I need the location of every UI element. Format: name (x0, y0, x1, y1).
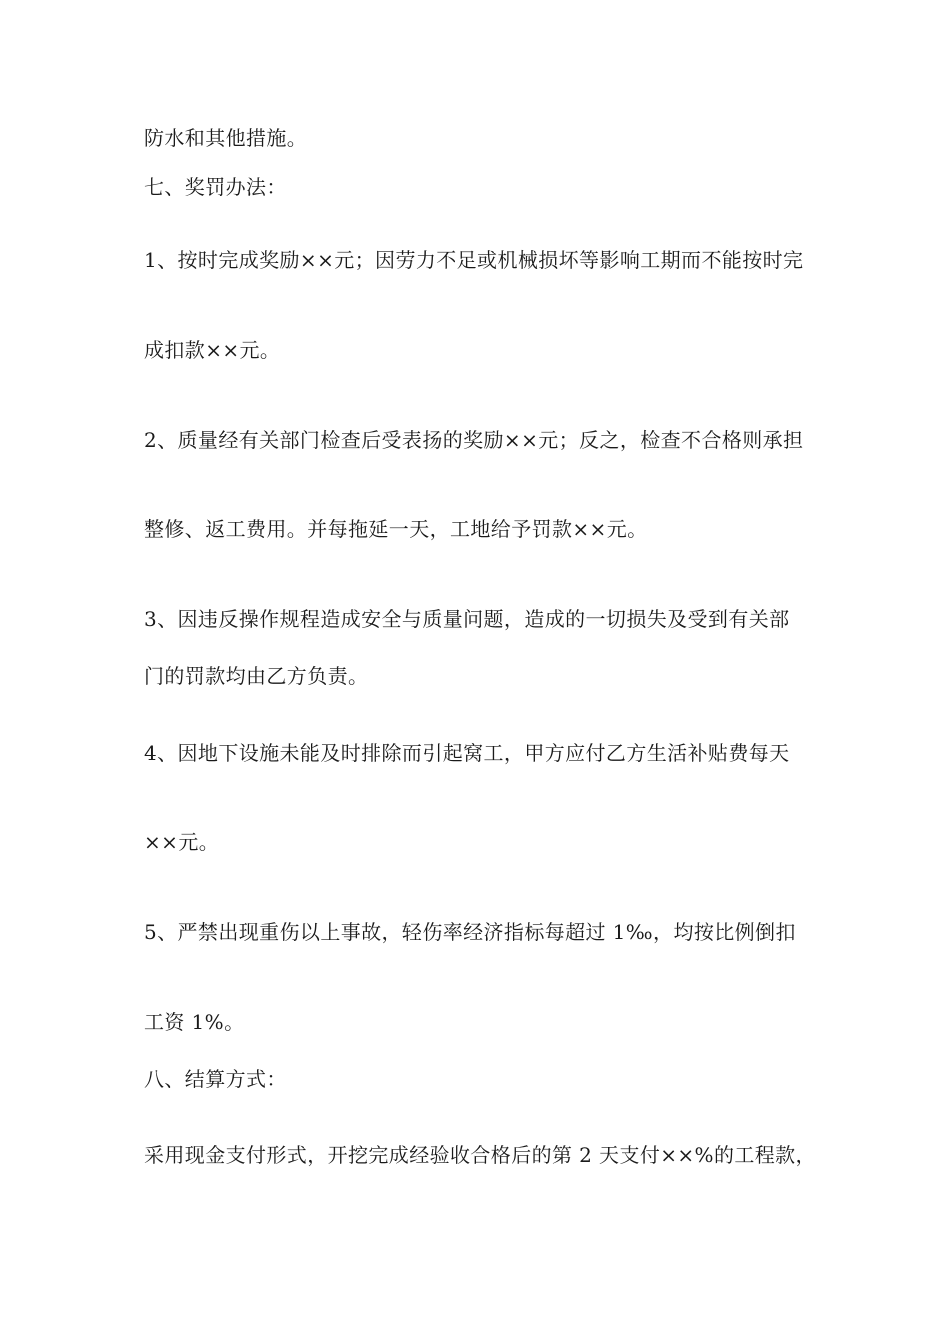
text-line: ××元。 (144, 830, 220, 854)
text-line: 5、严禁出现重伤以上事故，轻伤率经济指标每超过 1‰，均按比例倒扣 (144, 920, 796, 944)
text-line: 门的罚款均由乙方负责。 (144, 664, 369, 688)
text-line: 成扣款××元。 (144, 338, 281, 362)
text-line: 3、因违反操作规程造成安全与质量问题，造成的一切损失及受到有关部 (144, 607, 790, 631)
text-line: 采用现金支付形式，开挖完成经验收合格后的第 2 天支付××%的工程款， (144, 1143, 816, 1167)
text-line: 4、因地下设施未能及时排除而引起窝工，甲方应付乙方生活补贴费每天 (144, 741, 790, 765)
text-line: 工资 1%。 (144, 1010, 245, 1034)
section-heading: 八、结算方式： (144, 1067, 287, 1091)
text-line: 2、质量经有关部门检查后受表扬的奖励××元；反之，检查不合格则承担 (144, 428, 804, 452)
text-line: 整修、返工费用。并每拖延一天，工地给予罚款××元。 (144, 517, 648, 541)
section-heading: 七、奖罚办法： (144, 175, 287, 199)
text-line: 防水和其他措施。 (144, 126, 308, 150)
text-line: 1、按时完成奖励××元；因劳力不足或机械损坏等影响工期而不能按时完 (144, 248, 804, 272)
